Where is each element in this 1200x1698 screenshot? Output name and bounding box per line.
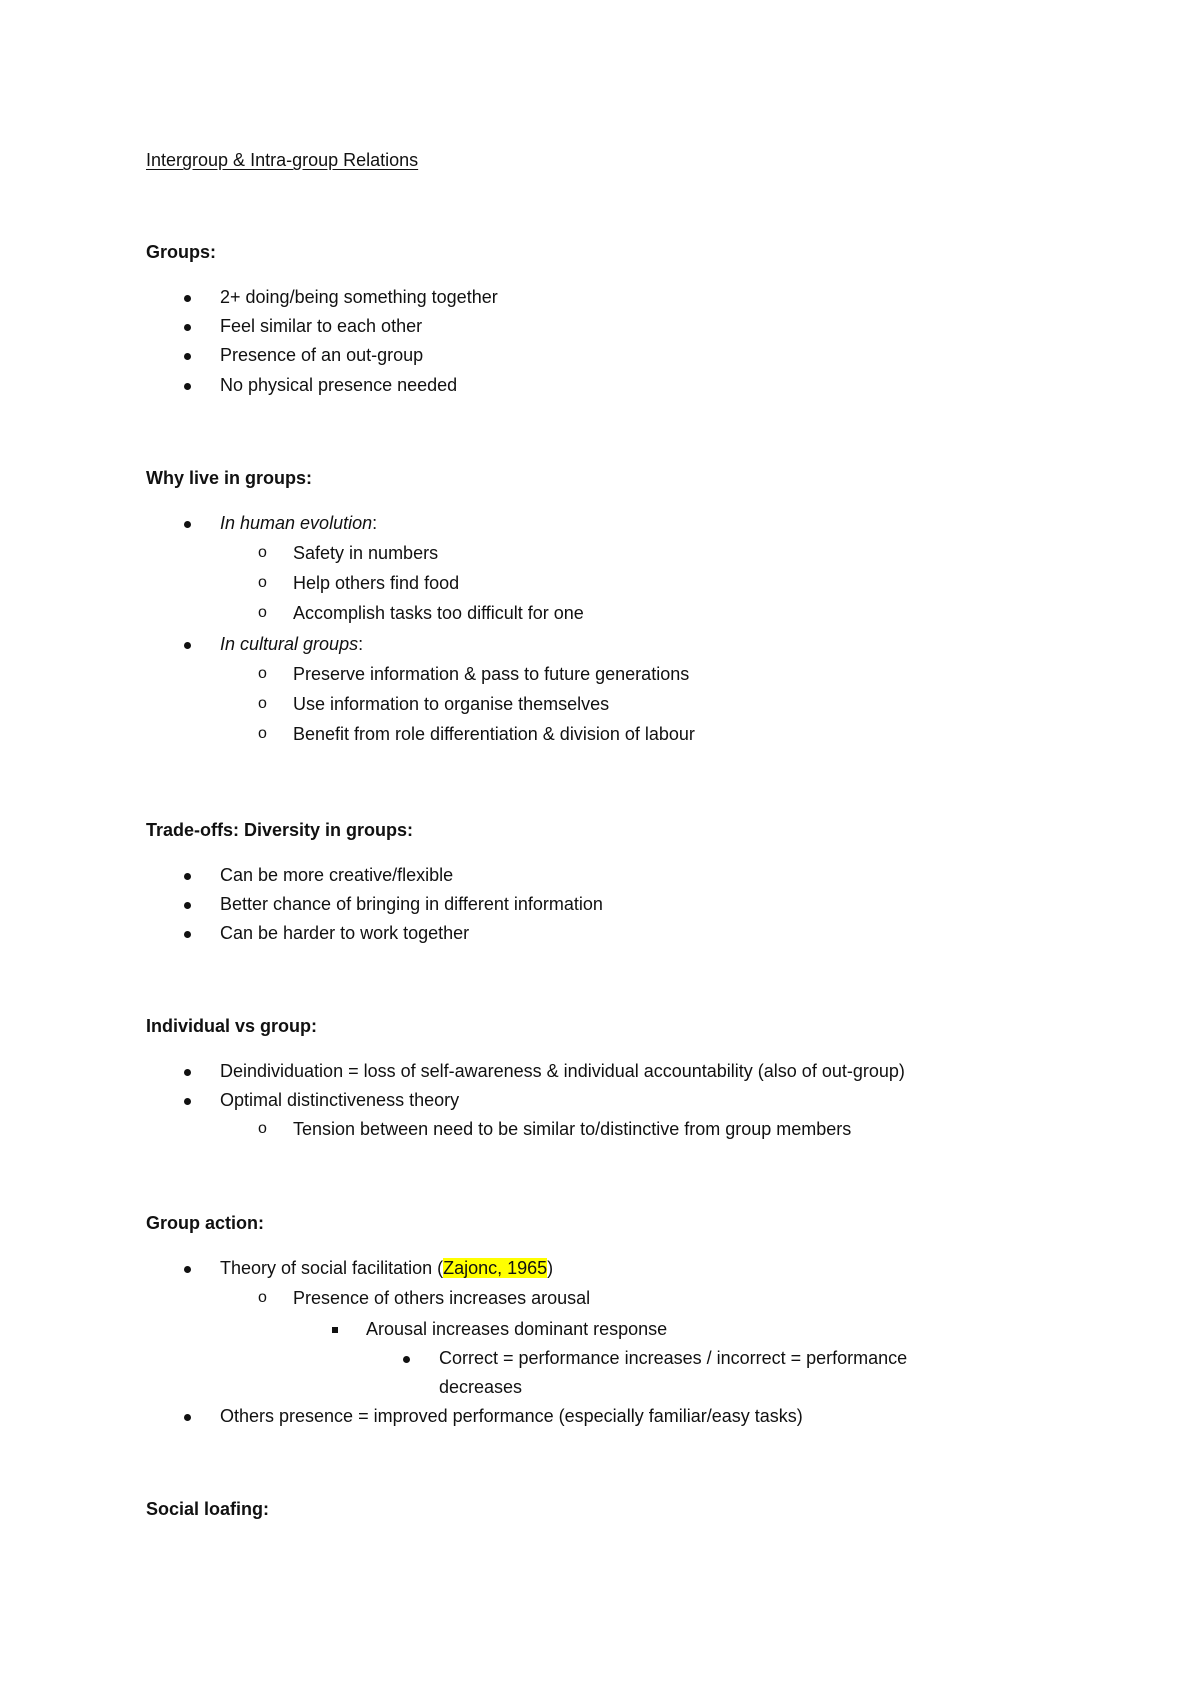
- list-item: o Preserve information & pass to future generations: [258, 664, 690, 684]
- list-item: o Presence of others increases arousal: [258, 1288, 591, 1308]
- highlighted-citation: Zajonc, 1965: [443, 1258, 548, 1278]
- bullet-circle-icon: o: [258, 544, 267, 561]
- list-item: Correct = performance increases / incorrect = performance: [439, 1346, 907, 1370]
- list-item-continuation: decreases: [439, 1377, 523, 1397]
- list-item: o Use information to organise themselves: [258, 694, 610, 714]
- bullet-dot-icon: [184, 285, 191, 309]
- bullet-dot-icon: [184, 1088, 191, 1112]
- list-item: Can be more creative/flexible: [220, 863, 453, 887]
- bullet-dot-icon: [184, 1059, 191, 1083]
- list-item: Better chance of bringing in different information: [220, 892, 603, 916]
- document-title: Intergroup & Intra-group Relations: [146, 150, 419, 170]
- bullet-dot-icon: [184, 892, 191, 916]
- list-item: Theory of social facilitation (Zajonc, 1965): [220, 1256, 553, 1280]
- bullet-dot-icon: [184, 343, 191, 367]
- list-item: Presence of an out-group: [220, 343, 423, 367]
- bullet-dot-icon: [184, 314, 191, 338]
- bullet-square-icon: [332, 1317, 338, 1341]
- bullet-dot-icon: [184, 1256, 191, 1280]
- list-item: o Help others find food: [258, 573, 460, 593]
- section-heading-tradeoffs: Trade-offs: Diversity in groups:: [146, 820, 414, 840]
- list-item: o Benefit from role differentiation & division of labour: [258, 724, 695, 744]
- bullet-dot-icon: [184, 373, 191, 397]
- bullet-circle-icon: o: [258, 725, 267, 742]
- bullet-dot-icon: [184, 863, 191, 887]
- bullet-circle-icon: o: [258, 665, 267, 682]
- bullet-circle-icon: o: [258, 604, 267, 621]
- list-item: Optimal distinctiveness theory: [220, 1088, 459, 1112]
- list-item: Others presence = improved performance (especially familiar/easy tasks): [220, 1404, 803, 1428]
- list-item: In human evolution:: [220, 511, 377, 535]
- bullet-circle-icon: o: [258, 695, 267, 712]
- bullet-circle-icon: o: [258, 574, 267, 591]
- section-heading-why-live: Why live in groups:: [146, 468, 313, 488]
- bullet-dot-icon: [403, 1346, 410, 1370]
- list-item: Deindividuation = loss of self-awareness & individual accountability (also of out-group): [220, 1059, 905, 1083]
- bullet-dot-icon: [184, 632, 191, 656]
- section-heading-individual: Individual vs group:: [146, 1016, 318, 1036]
- list-item: o Tension between need to be similar to/distinctive from group members: [258, 1119, 852, 1139]
- list-item: Can be harder to work together: [220, 921, 469, 945]
- list-item: No physical presence needed: [220, 373, 457, 397]
- list-item: In cultural groups:: [220, 632, 363, 656]
- list-item: o Safety in numbers: [258, 543, 439, 563]
- list-item: Arousal increases dominant response: [366, 1317, 667, 1341]
- section-heading-groups: Groups:: [146, 242, 216, 262]
- section-heading-social-loafing: Social loafing:: [146, 1499, 270, 1519]
- list-item: o Accomplish tasks too difficult for one: [258, 603, 584, 623]
- bullet-dot-icon: [184, 511, 191, 535]
- list-item: 2+ doing/being something together: [220, 285, 498, 309]
- section-heading-group-action: Group action:: [146, 1213, 264, 1233]
- bullet-circle-icon: o: [258, 1289, 267, 1306]
- list-item: Feel similar to each other: [220, 314, 422, 338]
- bullet-circle-icon: o: [258, 1120, 267, 1137]
- bullet-dot-icon: [184, 921, 191, 945]
- bullet-dot-icon: [184, 1404, 191, 1428]
